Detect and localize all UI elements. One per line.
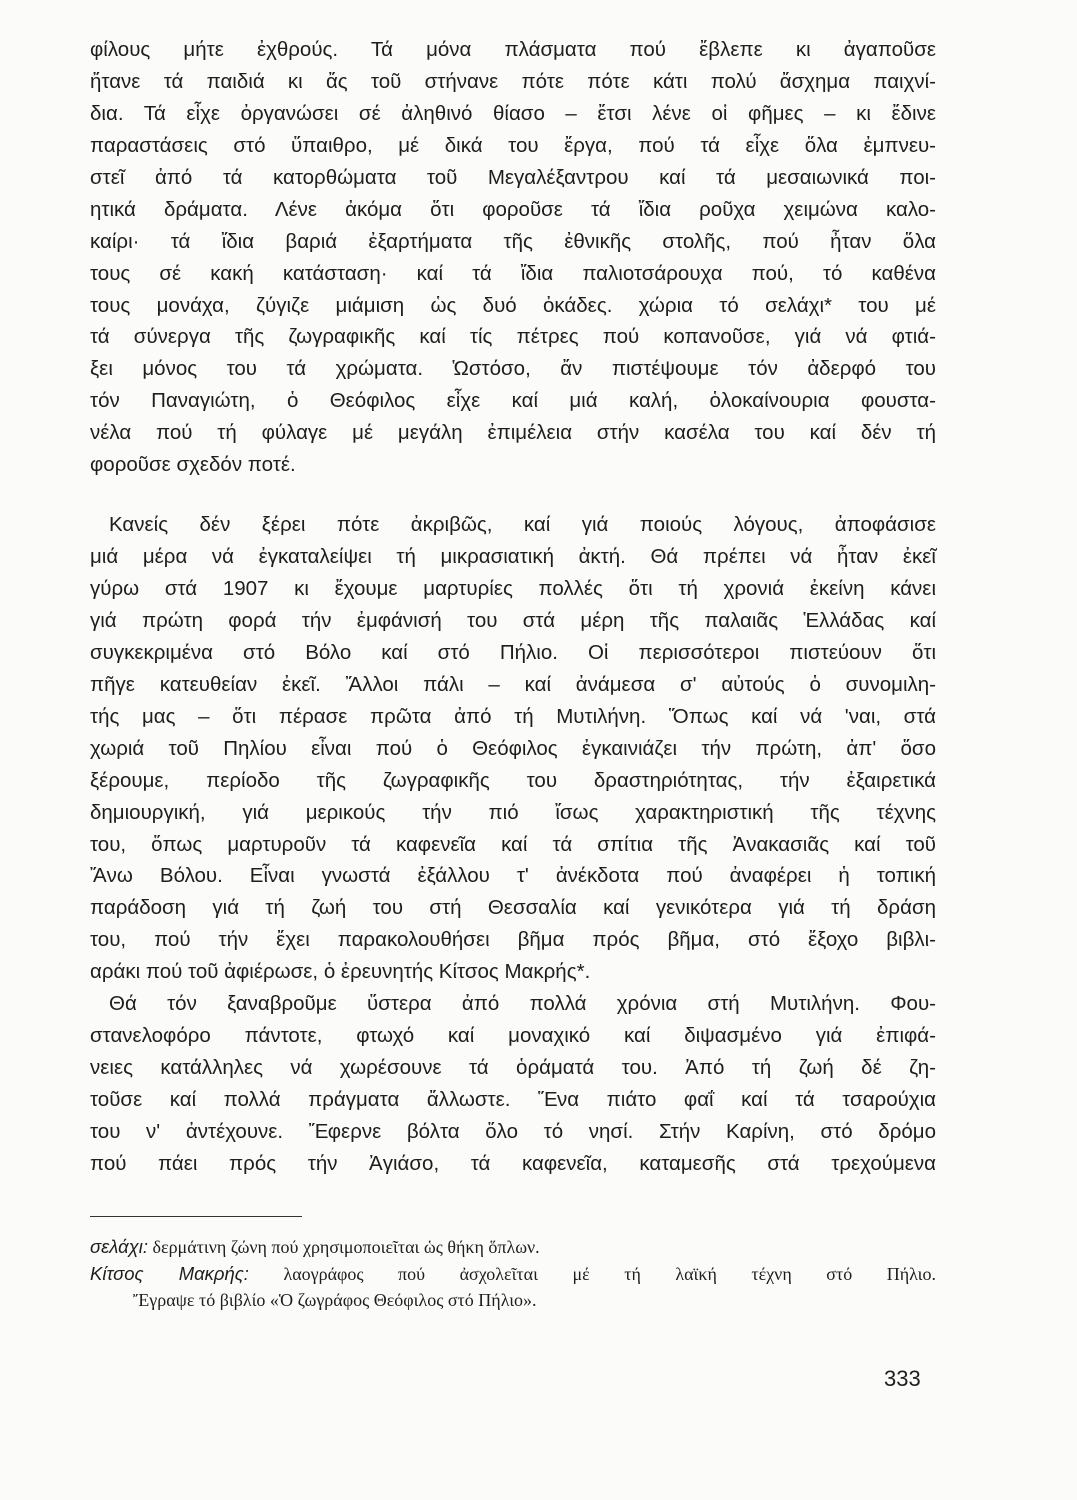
text-line: τής μας – ὅτι πέρασε πρῶτα ἀπό τή Μυτιλήνη. Ὅπως καί νά 'ναι, στά <box>90 704 936 728</box>
footnotes <box>90 1233 936 1314</box>
text-line: συγκεκριμένα στό Βόλο καί στό Πήλιο. Οἱ περισσότεροι πιστεύουν ὅτι <box>90 640 936 664</box>
text-line: τους σέ κακή κατάσταση· καί τά ἴδια παλιοτσάρουχα πού, τό καθένα <box>90 261 936 285</box>
text-line: φοροῦσε σχεδόν ποτέ. <box>90 453 296 477</box>
text-line: νειες κατάλληλες νά χωρέσουνε τά ὁράματά του. Ἀπό τή ζωή δέ ζη- <box>90 1056 936 1080</box>
text-line: στανελοφόρο πάντοτε, φτωχό καί μοναχικό καί διψασμένο γιά ἐπιφά- <box>90 1024 936 1048</box>
text-line: ξει μόνος του τά χρώματα. Ὡστόσο, ἄν πιστέψουμε τόν ἀδερφό του <box>90 357 936 381</box>
text-line: πῆγε κατευθείαν ἐκεῖ. Ἄλλοι πάλι – καί ἀνάμεσα σ' αὐτούς ὁ συνομιλη- <box>90 672 936 696</box>
text-line: Θά τόν ξαναβροῦμε ὕστερα ἀπό πολλά χρόνια στή Μυτιλήνη. Φου- <box>109 992 936 1016</box>
footnote-term: σελάχι: <box>90 1236 149 1257</box>
paragraph-1 <box>90 34 936 481</box>
text-line: παραστάσεις στό ὕπαιθρο, μέ δικά του ἔργα, πού τά εἶχε ὅλα ἐμπνευ- <box>90 133 936 157</box>
text-line: στεῖ ἀπό τά κατορθώματα τοῦ Μεγαλέξαντρου καί τά μεσαιωνικά ποι- <box>90 165 936 189</box>
paragraph-3 <box>90 988 936 1180</box>
text-line: νέλα πού τή φύλαγε μέ μεγάλη ἐπιμέλεια στήν κασέλα του καί δέν τή <box>90 421 936 445</box>
text-line: ητικά δράματα. Λένε ἀκόμα ὅτι φοροῦσε τά ἴδια ροῦχα χειμώνα καλο- <box>90 197 936 221</box>
footnote-text: λαογράφος πού ἀσχολεῖται μέ τή λαϊκή τέχνη στό Πήλιο. <box>283 1264 936 1284</box>
text-line: αράκι πού τοῦ ἀφιέρωσε, ὁ ἐρευνητής Κίτσος Μακρής*. <box>90 960 591 984</box>
page-number: 333 <box>884 1366 921 1391</box>
text-line: Ἄνω Βόλου. Εἶναι γνωστά ἐξάλλου τ' ἀνέκδοτα πού ἀναφέρει ἡ τοπική <box>90 864 936 888</box>
text-line: παράδοση γιά τή ζωή του στή Θεσσαλία καί γενικότερα γιά τή δράση <box>90 896 936 920</box>
text-line: ἤτανε τά παιδιά κι ἄς τοῦ στήνανε πότε πότε κάτι πολύ ἄσχημα παιχνί- <box>90 69 936 93</box>
text-line: μιά μέρα νά ἐγκαταλείψει τή μικρασιατική ἀκτή. Θά πρέπει νά ἦταν ἐκεῖ <box>90 545 936 569</box>
main-text <box>90 34 936 1180</box>
text-line: καίρι· τά ἴδια βαριά ἐξαρτήματα τῆς ἐθνικῆς στολῆς, πού ἦταν ὅλα <box>90 229 936 253</box>
footnote <box>90 1260 936 1287</box>
text-line: Κανείς δέν ξέρει πότε ἀκριβῶς, καί γιά ποιούς λόγους, ἀποφάσισε <box>109 513 936 537</box>
text-line: του, ὅπως μαρτυροῦν τά καφενεῖα καί τά σπίτια τῆς Ἀνακασιᾶς καί τοῦ <box>90 832 936 856</box>
text-line: τους μονάχα, ζύγιζε μιάμιση ὡς δυό ὀκάδες. χώρια τό σελάχι* του μέ <box>90 293 936 317</box>
text-line: ξέρουμε, περίοδο τῆς ζωγραφικῆς του δραστηριότητας, τήν ἐξαιρετικά <box>90 768 936 792</box>
footnote <box>90 1233 936 1260</box>
footnote-term: Κίτσος Μακρής: <box>90 1263 249 1284</box>
footnote-divider <box>90 1216 302 1217</box>
text-line: δημιουργική, γιά μερικούς τήν πιό ἴσως χαρακτηριστική τῆς τέχνης <box>90 800 936 824</box>
paragraph-2 <box>90 509 936 988</box>
text-line: του ν' ἀντέχουνε. Ἔφερνε βόλτα ὅλο τό νησί. Στήν Καρίνη, στό δρόμο <box>90 1119 936 1143</box>
text-line: πού πάει πρός τήν Ἀγιάσο, τά καφενεῖα, καταμεσῆς στά τρεχούμενα <box>90 1151 936 1175</box>
text-line: τά σύνεργα τῆς ζωγραφικῆς καί τίς πέτρες πού κοπανοῦσε, γιά νά φτιά- <box>90 325 936 349</box>
text-line: του, πού τήν ἔχει παρακολουθήσει βῆμα πρός βῆμα, στό ἔξοχο βιβλι- <box>90 928 936 952</box>
text-line: φίλους μήτε ἐχθρούς. Τά μόνα πλάσματα πού ἔβλεπε κι ἀγαποῦσε <box>90 38 936 61</box>
footnote-continuation: Ἔγραψε τό βιβλίο «Ὁ ζωγράφος Θεόφιλος στό Πήλιο». <box>133 1290 537 1310</box>
text-line: δια. Τά εἶχε ὀργανώσει σέ ἀληθινό θίασο – ἔτσι λένε οἱ φῆμες – κι ἔδινε <box>90 101 936 125</box>
footnote-text: δερμάτινη ζώνη πού χρησιμοποιεῖται ὡς θήκη ὅπλων. <box>152 1237 540 1257</box>
text-line: τοῦσε καί πολλά πράγματα ἄλλωστε. Ἕνα πιάτο φαΐ καί τά τσαρούχια <box>90 1088 936 1111</box>
text-line: γύρω στά 1907 κι ἔχουμε μαρτυρίες πολλές ὅτι τή χρονιά ἐκείνη κάνει <box>90 577 936 600</box>
text-line: χωριά τοῦ Πηλίου εἶναι πού ὁ Θεόφιλος ἐγκαινιάζει τήν πρώτη, ἀπ' ὅσο <box>90 736 936 760</box>
text-line: τόν Παναγιώτη, ὁ Θεόφιλος εἶχε καί μιά καλή, ὁλοκαίνουρια φουστα- <box>90 389 936 413</box>
text-line: γιά πρώτη φορά τήν ἐμφάνισή του στά μέρη τῆς παλαιᾶς Ἑλλάδας καί <box>90 608 936 632</box>
